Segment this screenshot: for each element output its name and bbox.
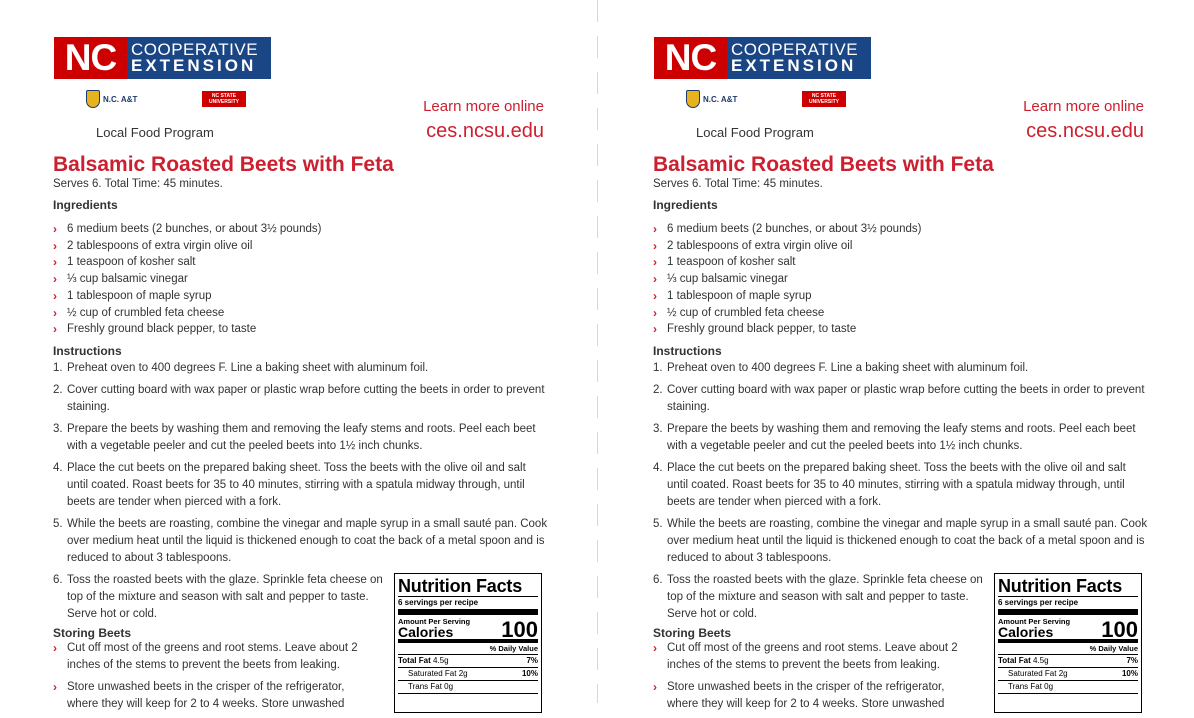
- step-text: Preheat oven to 400 degrees F. Line a baking sheet with aluminum foil.: [67, 362, 429, 374]
- step-text: Cover cutting board with wax paper or plastic wrap before cutting the beets in order to prevent staining.: [667, 384, 1145, 413]
- storing-text: Cut off most of the greens and root stems. Leave about 2 inches of the stems to prevent the beets from leaking.: [667, 642, 958, 671]
- ingredient-text: Freshly ground black pepper, to taste: [667, 323, 857, 336]
- website-link[interactable]: ces.ncsu.edu: [1026, 120, 1144, 142]
- storing-list: [53, 640, 378, 718]
- ingredient-item: [53, 288, 321, 305]
- chevron-right-icon: ›: [53, 255, 57, 270]
- ncat-name: N.C. A&T: [703, 94, 738, 104]
- step-number: 3.: [53, 423, 63, 435]
- instruction-step: [653, 360, 1149, 377]
- step-number: 5.: [53, 518, 63, 530]
- step-text: Cover cutting board with wax paper or plastic wrap before cutting the beets in order to prevent staining.: [67, 384, 545, 413]
- step-text: Prepare the beets by washing them and removing the leafy stems and roots. Peel each beet with a vegetable peeler and cut the peeled beets into 1½ inch chunks.: [667, 423, 1136, 452]
- calories-value: 100: [1101, 617, 1138, 642]
- logo-line2: EXTENSION: [731, 56, 857, 75]
- nutrient-row: [398, 655, 538, 668]
- chevron-right-icon: ›: [653, 641, 657, 655]
- recipe-serves: Serves 6. Total Time: 45 minutes.: [653, 178, 823, 190]
- logo-line1: COOPERATIVE: [131, 40, 259, 59]
- logo-wordmark: [727, 37, 871, 79]
- calories-value: 100: [501, 617, 538, 642]
- instruction-step: [653, 572, 983, 623]
- logo-nc-text: NC: [654, 37, 727, 79]
- step-number: 4.: [653, 462, 663, 474]
- step-text: Toss the roasted beets with the glaze. Sprinkle feta cheese on top of the mixture and season with salt and pepper to taste. Serve hot or cold.: [67, 574, 383, 620]
- ingredient-text: 6 medium beets (2 bunches, or about 3½ pounds): [667, 223, 922, 235]
- nutrient-row: [998, 681, 1138, 694]
- nutrient-amount: 0g: [444, 682, 454, 691]
- storing-text: Cut off most of the greens and root stems. Leave about 2 inches of the stems to prevent the beets from leaking.: [67, 642, 358, 671]
- ingredient-item: [653, 221, 921, 238]
- ingredient-text: 2 tablespoons of extra virgin olive oil: [667, 239, 853, 252]
- storing-heading: Storing Beets: [53, 626, 132, 640]
- nutrient-dv: 10%: [1121, 669, 1138, 678]
- nutrient-label: Trans Fat: [408, 682, 442, 691]
- step-text: Place the cut beets on the prepared baking sheet. Toss the beets with the olive oil and salt until coated. Roast beets for 35 to 40 minutes, stirring with a spatula midway through, until beets are tender when pierced with a fork.: [667, 462, 1126, 508]
- nutrient-label: Total Fat: [998, 656, 1031, 665]
- ncat-shield-icon: [86, 90, 100, 108]
- instruction-step: [653, 382, 1149, 416]
- ingredient-text: ⅓ cup balsamic vinegar: [67, 273, 188, 286]
- nutrient-dv: 10%: [521, 669, 538, 678]
- storing-item: [653, 640, 978, 674]
- step-number: 1.: [53, 362, 63, 374]
- ingredient-item: [653, 254, 921, 271]
- nutrient-label: Saturated Fat: [1008, 669, 1057, 678]
- nutrient-amount: 4.5g: [432, 656, 449, 665]
- ingredient-text: 6 medium beets (2 bunches, or about 3½ pounds): [67, 223, 322, 235]
- ingredient-item: [53, 305, 321, 322]
- logo-line2: EXTENSION: [131, 56, 257, 75]
- ingredients-list: [53, 221, 321, 338]
- ingredient-item: [653, 321, 921, 338]
- ingredient-item: [653, 305, 921, 322]
- ncat-name: N.C. A&T: [103, 94, 138, 104]
- storing-item: [53, 679, 378, 713]
- instructions-heading: Instructions: [653, 344, 722, 358]
- ingredient-item: [53, 238, 321, 255]
- learn-more-text: Learn more online: [423, 98, 544, 115]
- program-name: Local Food Program: [696, 125, 814, 140]
- instruction-step: [53, 360, 549, 377]
- ingredient-text: ½ cup of crumbled feta cheese: [67, 306, 225, 319]
- instruction-step: [53, 572, 383, 623]
- ingredient-item: [53, 221, 321, 238]
- nutrient-amount: 0g: [1044, 682, 1054, 691]
- recipe-title: Balsamic Roasted Beets with Feta: [653, 153, 994, 176]
- website-link[interactable]: ces.ncsu.edu: [426, 120, 544, 142]
- nutrition-title: Nutrition Facts: [398, 576, 538, 597]
- daily-value-header: % Daily Value: [998, 643, 1138, 655]
- instruction-step: [653, 421, 1149, 455]
- step-number: 1.: [653, 362, 663, 374]
- step-number: 5.: [653, 518, 663, 530]
- step-text: While the beets are roasting, combine the vinegar and maple syrup in a small sauté pan. Cook over medium heat until the liquid is thickened enough to coat the back of a metal spoon and is reduced to about 3 tablespoons.: [67, 518, 548, 564]
- nutrient-amount: 2g: [458, 669, 468, 678]
- step-text: While the beets are roasting, combine the vinegar and maple syrup in a small sauté pan. Cook over medium heat until the liquid is thickened enough to coat the back of a metal spoon and is reduced to about 3 tablespoons.: [667, 518, 1148, 564]
- storing-text: Store unwashed beets in the crisper of the refrigerator, where they will keep for 2 to 4 weeks. Store unwashed: [67, 681, 345, 710]
- chevron-right-icon: ›: [653, 288, 657, 303]
- instructions-heading: Instructions: [53, 344, 122, 358]
- chevron-right-icon: ›: [53, 641, 57, 655]
- nutrient-label: Trans Fat: [1008, 682, 1042, 691]
- recipe-serves: Serves 6. Total Time: 45 minutes.: [53, 178, 223, 190]
- ncat-logo: [686, 90, 737, 108]
- storing-item: [53, 640, 378, 674]
- ncat-logo: [86, 90, 137, 108]
- ingredients-heading: Ingredients: [653, 198, 718, 212]
- step-number: 3.: [653, 423, 663, 435]
- calories-row: [998, 615, 1138, 643]
- ingredients-list: [653, 221, 921, 338]
- storing-heading: Storing Beets: [653, 626, 732, 640]
- nutrient-dv: 7%: [1126, 656, 1138, 665]
- nutrient-row: [398, 668, 538, 681]
- step-number: 2.: [53, 384, 63, 396]
- program-name: Local Food Program: [96, 125, 214, 140]
- instruction-step: [653, 460, 1149, 511]
- ingredient-text: Freshly ground black pepper, to taste: [67, 323, 257, 336]
- calories-row: [398, 615, 538, 643]
- daily-value-header: % Daily Value: [398, 643, 538, 655]
- nutrient-amount: 2g: [1058, 669, 1068, 678]
- chevron-right-icon: ›: [53, 680, 57, 694]
- ncat-shield-icon: [686, 90, 700, 108]
- chevron-right-icon: ›: [653, 272, 657, 287]
- step-text: Toss the roasted beets with the glaze. Sprinkle feta cheese on top of the mixture and season with salt and pepper to taste. Serve hot or cold.: [667, 574, 983, 620]
- chevron-right-icon: ›: [53, 222, 57, 236]
- step-text: Prepare the beets by washing them and removing the leafy stems and roots. Peel each beet with a vegetable peeler and cut the peeled beets into 1½ inch chunks.: [67, 423, 536, 452]
- ingredient-text: 1 teaspoon of kosher salt: [667, 256, 796, 269]
- ingredient-text: ½ cup of crumbled feta cheese: [667, 306, 825, 319]
- storing-list: [653, 640, 978, 718]
- nutrient-label: Saturated Fat: [408, 669, 457, 678]
- instruction-step: [653, 516, 1149, 567]
- ingredient-item: [653, 271, 921, 288]
- nutrient-row: [398, 681, 538, 694]
- nutrient-dv: 7%: [526, 656, 538, 665]
- page-divider: [597, 0, 598, 703]
- instruction-step: [53, 516, 549, 567]
- chevron-right-icon: ›: [53, 305, 57, 320]
- step-text: Preheat oven to 400 degrees F. Line a baking sheet with aluminum foil.: [667, 362, 1029, 374]
- storing-text: Store unwashed beets in the crisper of the refrigerator, where they will keep for 2 to 4 weeks. Store unwashed: [667, 681, 945, 710]
- calories-label: Calories: [998, 624, 1054, 640]
- nutrition-servings: 6 servings per recipe: [398, 597, 538, 615]
- ingredient-item: [53, 254, 321, 271]
- partner-logos: [86, 90, 246, 112]
- amount-per-serving: Amount Per Serving: [998, 617, 1071, 626]
- chevron-right-icon: ›: [53, 288, 57, 303]
- instruction-step: [53, 421, 549, 455]
- ingredients-heading: Ingredients: [53, 198, 118, 212]
- amount-per-serving: Amount Per Serving: [398, 617, 471, 626]
- chevron-right-icon: ›: [653, 305, 657, 320]
- learn-more-text: Learn more online: [1023, 98, 1144, 115]
- logo-wordmark: [127, 37, 271, 79]
- chevron-right-icon: ›: [653, 322, 657, 337]
- chevron-right-icon: ›: [653, 238, 657, 253]
- nutrient-label: Total Fat: [398, 656, 431, 665]
- nutrition-title: Nutrition Facts: [998, 576, 1138, 597]
- storing-item: [653, 679, 978, 713]
- ingredient-text: 1 tablespoon of maple syrup: [667, 289, 812, 302]
- step-number: 4.: [53, 462, 63, 474]
- chevron-right-icon: ›: [653, 222, 657, 236]
- logo-nc-text: NC: [54, 37, 127, 79]
- ingredient-text: 2 tablespoons of extra virgin olive oil: [67, 239, 253, 252]
- nutrition-facts-panel: [394, 573, 542, 713]
- ingredient-text: 1 tablespoon of maple syrup: [67, 289, 212, 302]
- ingredient-item: [653, 288, 921, 305]
- nutrition-facts-panel: [994, 573, 1142, 713]
- ingredient-item: [653, 238, 921, 255]
- chevron-right-icon: ›: [53, 322, 57, 337]
- ingredient-item: [53, 271, 321, 288]
- step-text: Place the cut beets on the prepared baking sheet. Toss the beets with the olive oil and salt until coated. Roast beets for 35 to 40 minutes, stirring with a spatula midway through, until beets are tender when pierced with a fork.: [67, 462, 526, 508]
- chevron-right-icon: ›: [653, 680, 657, 694]
- ingredient-item: [53, 321, 321, 338]
- nutrition-servings: 6 servings per recipe: [998, 597, 1138, 615]
- partner-logos: [686, 90, 846, 112]
- ingredient-text: 1 teaspoon of kosher salt: [67, 256, 196, 269]
- logo-line1: COOPERATIVE: [731, 40, 859, 59]
- chevron-right-icon: ›: [53, 272, 57, 287]
- chevron-right-icon: ›: [53, 238, 57, 253]
- instruction-step: [53, 382, 549, 416]
- step-number: 6.: [653, 574, 663, 586]
- nutrient-row: [998, 655, 1138, 668]
- ingredient-text: ⅓ cup balsamic vinegar: [667, 273, 788, 286]
- recipe-page-left: [0, 0, 594, 710]
- step-number: 2.: [653, 384, 663, 396]
- nc-cooperative-extension-logo: [54, 37, 271, 79]
- nc-cooperative-extension-logo: [654, 37, 871, 79]
- recipe-title: Balsamic Roasted Beets with Feta: [53, 153, 394, 176]
- nutrient-amount: 4.5g: [1032, 656, 1049, 665]
- chevron-right-icon: ›: [653, 255, 657, 270]
- nutrient-row: [998, 668, 1138, 681]
- ncstate-logo: NC STATE UNIVERSITY: [802, 91, 846, 107]
- calories-label: Calories: [398, 624, 454, 640]
- instruction-step: [53, 460, 549, 511]
- ncstate-logo: NC STATE UNIVERSITY: [202, 91, 246, 107]
- step-number: 6.: [53, 574, 63, 586]
- recipe-page-right: [600, 0, 1194, 710]
